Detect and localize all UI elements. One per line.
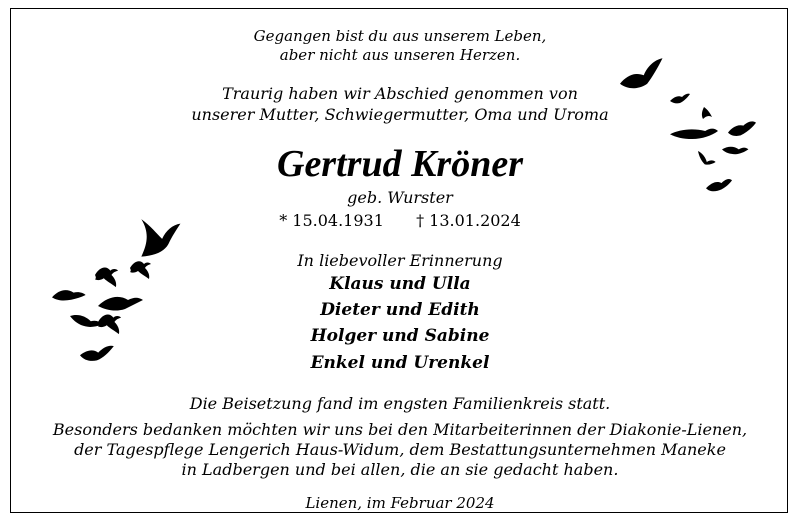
remembrance-heading: In liebevoller Erinnerung bbox=[297, 251, 503, 270]
bird-icon bbox=[98, 297, 143, 311]
deceased-name: Gertrud Kröner bbox=[277, 143, 523, 185]
mourner-1: Klaus und Ulla bbox=[329, 274, 471, 294]
thanks-line-2: der Tagespflege Lengerich Haus-Widum, dem Bestattungsunternehmen Maneke bbox=[74, 440, 726, 459]
bird-icon bbox=[130, 261, 151, 279]
bird-icon bbox=[70, 315, 101, 327]
mourner-4: Enkel und Urenkel bbox=[310, 353, 490, 373]
death-date: † 13.01.2024 bbox=[416, 211, 521, 230]
bird-icon bbox=[80, 346, 114, 361]
maiden-name: geb. Wurster bbox=[347, 188, 453, 207]
left-birds-icon bbox=[40, 220, 210, 370]
right-birds-icon bbox=[610, 55, 770, 200]
bird-icon bbox=[722, 147, 748, 155]
intro-line-1: Traurig haben wir Abschied genommen von bbox=[222, 84, 578, 103]
bird-icon bbox=[728, 121, 756, 136]
bird-icon bbox=[620, 58, 663, 88]
closing-line: Lienen, im Februar 2024 bbox=[305, 494, 495, 512]
bird-icon bbox=[95, 268, 118, 288]
quote-line-1: Gegangen bist du aus unserem Leben, bbox=[253, 27, 547, 45]
bird-icon bbox=[698, 151, 716, 165]
bird-icon bbox=[98, 315, 121, 335]
bird-icon bbox=[52, 290, 86, 300]
bird-icon bbox=[670, 94, 690, 104]
bird-icon bbox=[702, 107, 712, 119]
mourner-2: Dieter und Edith bbox=[320, 300, 480, 320]
thanks-line-3: in Ladbergen und bei allen, die an sie gedacht haben. bbox=[181, 460, 619, 479]
burial-notice: Die Beisetzung fand im engsten Familienkreis statt. bbox=[189, 394, 611, 413]
quote-line-2: aber nicht aus unseren Herzen. bbox=[279, 46, 521, 64]
mourner-3: Holger und Sabine bbox=[310, 326, 490, 346]
thanks-line-1: Besonders bedanken möchten wir uns bei den Mitarbeiterinnen der Diakonie-Lienen, bbox=[52, 420, 748, 439]
bird-icon bbox=[706, 179, 732, 191]
bird-icon bbox=[670, 129, 718, 139]
birth-date: * 15.04.1931 bbox=[279, 211, 384, 230]
intro-line-2: unserer Mutter, Schwiegermutter, Oma und Uroma bbox=[191, 105, 609, 124]
